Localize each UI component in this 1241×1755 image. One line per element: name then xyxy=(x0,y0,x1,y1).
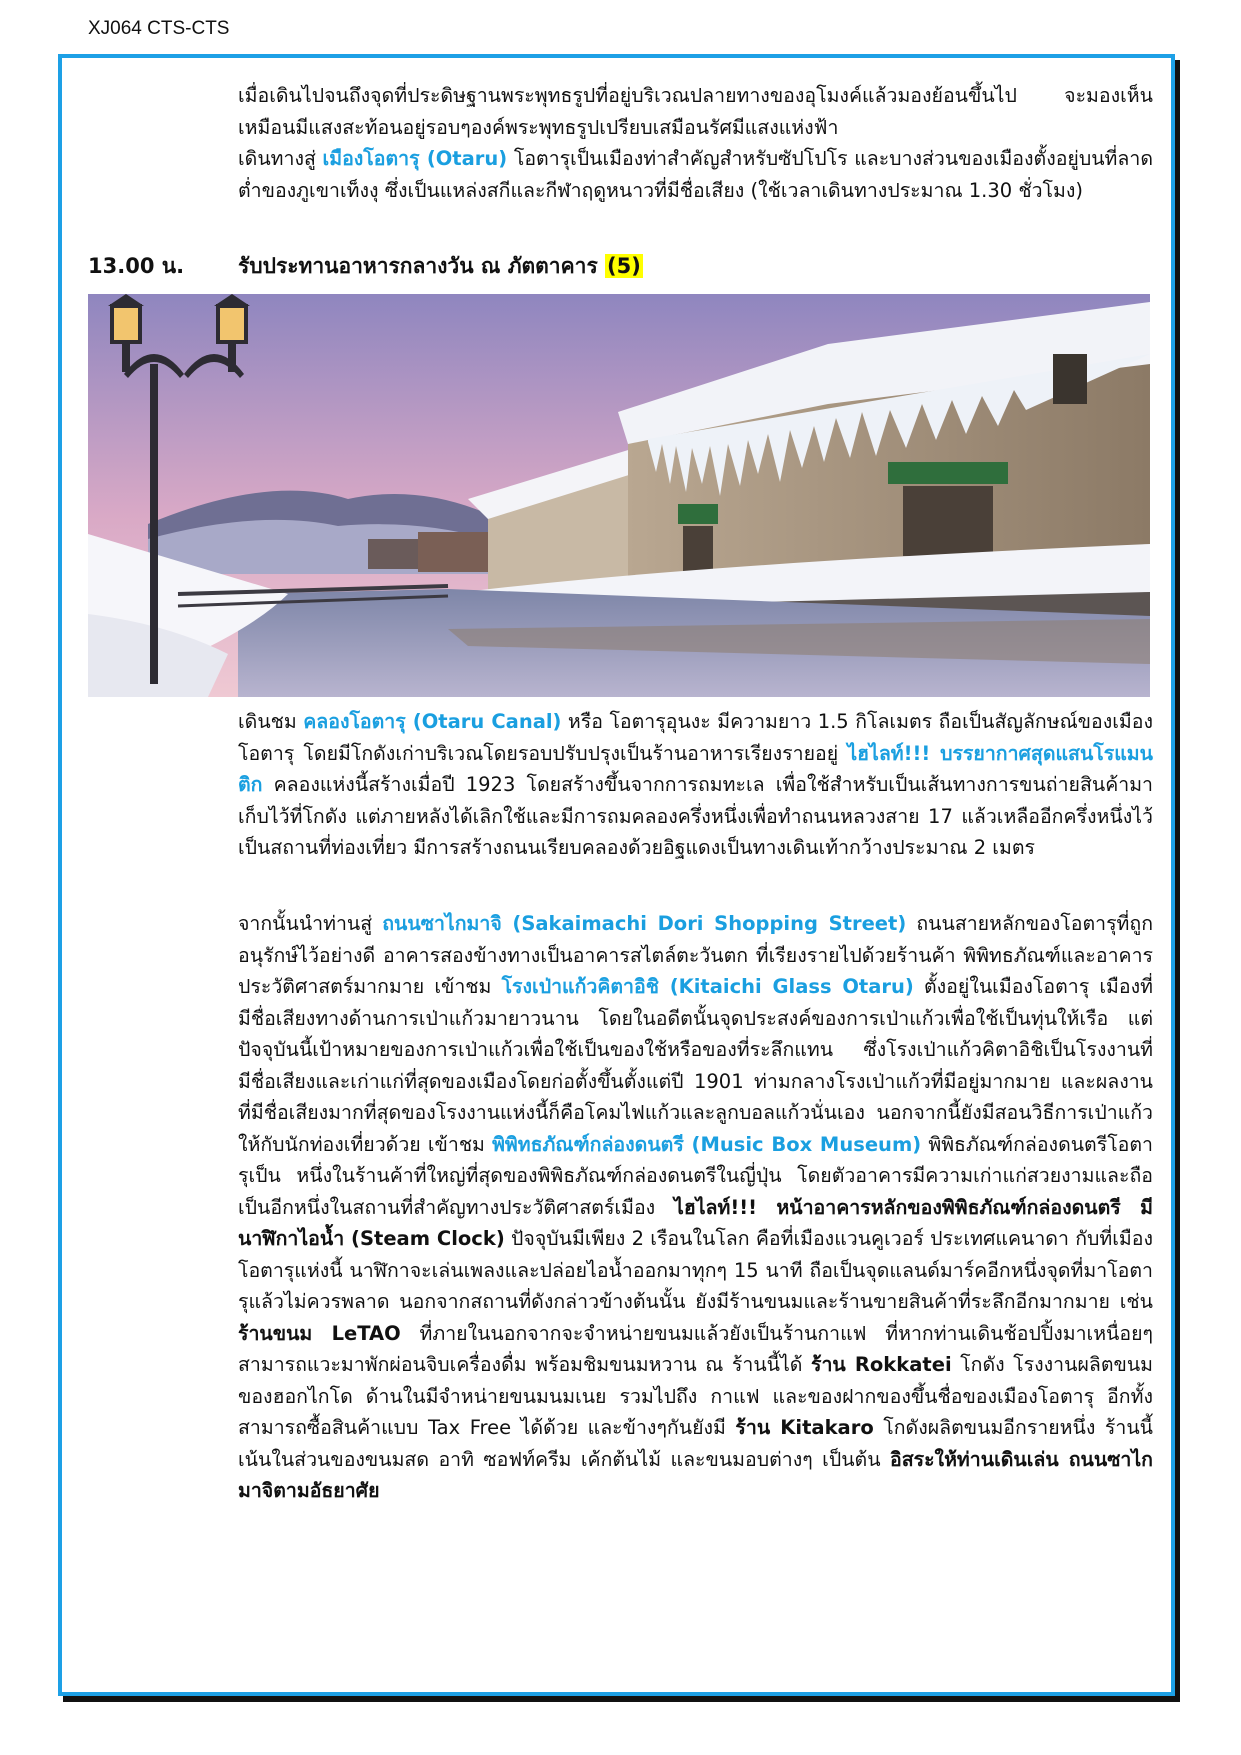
steam-clock-bold: ไฮไลท์!!! หน้าอาคารหลักของพิพิธภัณฑ์กล่องดนตรี มี นาฬิกาไอน้ำ (Steam Clock) xyxy=(238,1195,1153,1250)
intro-line: เมื่อเดินไปจนถึงจุดที่ประดิษฐานพระพุทธรูปที่อยู่บริเวณปลายทางของอุโมงค์แล้วมองย้อนขึ้นไป จะมองเห็นเหมือนมีแสงสะท้อนอยู่รอบๆองค์พระพุทธรูปเปรียบเสมือนรัศมีแสงแห่งฟ้า xyxy=(238,84,1153,139)
otaru-canal-photo xyxy=(88,294,1150,697)
street-paragraph xyxy=(238,908,1153,1507)
canal-highlight: คลองโอตารุ (Otaru Canal) xyxy=(303,710,562,733)
music-box-highlight: พิพิทธภัณฑ์กล่องดนตรี (Music Box Museum) xyxy=(492,1132,922,1156)
otaru-intro xyxy=(238,143,1153,206)
street-t8: โกดังผลิตขนมอีกรายหนึ่ง ร้านนี้เน้นในส่วนของขนมสด อาทิ ซอฟท์ครีม เค้กต้นไม้ และขนมอบต่างๆ เป็นต้น xyxy=(238,1416,1153,1471)
canal-pre: เดินชม xyxy=(238,710,304,733)
canal-highlight-romantic: ไฮไลท์!!! บรรยากาศสุดแสนโรแมนติก xyxy=(238,741,1153,796)
street-t7: โกดัง โรงงานผลิตขนมของฮอกไกโด ด้านในมีจำหน่ายขนมนมเนย รวมไปถึง กาแฟ และของฝากของขึ้นชื่อของเมืองโอตารุ อีกทั้งสามารถซื้อสินค้าแบบ Tax Free ได้ด้วย และข้างๆกันยังมี xyxy=(238,1353,1153,1439)
lunch-label: รับประทานอาหารกลางวัน ณ ภัตตาคาร xyxy=(238,254,606,278)
intro-paragraph xyxy=(238,80,1153,206)
street-t4: พิพิธภัณฑ์กล่องดนตรีโอตารุเป็น หนึ่งในร้านค้าที่ใหญ่ที่สุดของพิพิธภัณฑ์กล่องดนตรีในญี่ปุ่น โดยตัวอาคารมีความเก่าแก่สวยงามและถือเป็นอีกหนึ่งในสถานที่สำคัญทางประวัติศาสตร์เมือง xyxy=(238,1132,1153,1219)
canal-desc: หรือ โอตารุอุนงะ มีความยาว 1.5 กิโลเมตร ถือเป็นสัญลักษณ์ของเมืองโอตารุ โดยมีโกดังเก่าบริเวณโดยรอบปรับปรุงเป็นร้านอาหารเรียงรายอยู่ xyxy=(238,710,1153,765)
free-time-bold: อิสระให้ท่านเดินเล่น ถนนซาไกมาจิตามอัธยาศัย xyxy=(238,1447,1153,1502)
meal-badge: (5) xyxy=(607,254,641,278)
otaru-desc: โอตารุเป็นเมืองท่าสำคัญสำหรับซัปโปโร และบางส่วนของเมืองตั้งอยู่บนที่ลาดต่ำของภูเขาเท็งงุ ซึ่งเป็นแหล่งสกีและกีฬาฤดูหนาวที่มีชื่อเสียง (ใช้เวลาเดินทางประมาณ 1.30 ชั่วโมง) xyxy=(238,147,1153,202)
document-code: XJ064 CTS-CTS xyxy=(88,18,230,39)
otaru-pre: เดินทางสู่ xyxy=(238,147,323,170)
kitaichi-highlight: โรงเป่าแก้วคิตาอิชิ (Kitaichi Glass Otaru) xyxy=(501,975,914,998)
lunch-time: 13.00 น. xyxy=(88,254,185,278)
lunch-text xyxy=(238,250,643,283)
street-t3: ตั้งอยู่ในเมืองโอตารุ เมืองที่มีชื่อเสียงทางด้านการเป่าแก้วมายาวนาน โดยในอดีตนั้นจุดประสงค์ของการเป่าแก้วเพื่อใช้เป็นทุ่นให้เรือ แต่ปัจจุบันนี้เป้าหมายของการเป่าแก้วเพื่อใช้เป็นของใช้หรือของที่ระลึกแทน ซึ่งโรงเป่าแก้วคิตาอิชิเป็นโรงงานที่มีชื่อเสียงและเก่าแก่ที่สุดของเมืองโดยก่อตั้งขึ้นตั้งแต่ปี 1901 ท่ามกลางโรงเป่าแก้วที่มีอยู่มากมาย และผลงานที่มีชื่อเสียงมากที่สุดของโรงงานแห่งนี้ก็คือโคมไฟแก้วและลูกบอลแก้วนั่นเอง นอกจากนี้ยังมีสอนวิธีการเป่าแก้วให้กับนักท่องเที่ยวด้วย เข้าชม xyxy=(238,975,1153,1156)
street-t5: ปัจจุบันมีเพียง 2 เรือนในโลก คือที่เมืองแวนคูเวอร์ ประเทศแคนาดา กับที่เมืองโอตารุแห่งนี้ นาฬิกาจะเล่นเพลงและปล่อยไอน้ำออกมาทุกๆ 15 นาที ถือเป็นจุดแลนด์มาร์คอีกหนึ่งจุดที่มาโอตารุแล้วไม่ควรพลาด นอกจากสถานที่ดังกล่าวข้างต้นนั้น ยังมีร้านขนมและร้านขายสินค้าที่ระลึกอีกมากมาย เช่น xyxy=(238,1227,1153,1313)
street-t2: ถนนสายหลักของโอตารุที่ถูกอนุรักษ์ไว้อย่างดี อาคารสองข้างทางเป็นอาคารสไตล์ตะวันตก ที่เรียงรายไปด้วยร้านค้า พิพิทธภัณฑ์และอาคารประวัติศาสตร์มากมาย เข้าชม xyxy=(238,912,1154,998)
rokkatei-bold: ร้าน Rokkatei xyxy=(811,1353,952,1376)
otaru-highlight: เมืองโอตารุ (Otaru) xyxy=(322,147,508,170)
letao-bold: ร้านขนม LeTAO xyxy=(238,1321,401,1345)
street-t6: ที่ภายในนอกจากจะจำหน่ายขนมแล้วยังเป็นร้านกาแฟ ที่หากท่านเดินช้อปปิ้งมาเหนื่อยๆ สามารถแวะมาพักผ่อนจิบเครื่องดื่ม พร้อมชิมขนมหวาน ณ ร้านนี้ได้ xyxy=(238,1321,1153,1376)
sakaimachi-highlight: ถนนซาไกมาจิ (Sakaimachi Dori Shopping Street) xyxy=(382,912,907,935)
kitakaro-bold: ร้าน Kitakaro xyxy=(735,1416,874,1439)
canal-paragraph xyxy=(238,706,1153,864)
canal-history: คลองแห่งนี้สร้างเมื่อปี 1923 โดยสร้างขึ้นจากการถมทะเล เพื่อใช้สำหรับเป็นเส้นทางการขนถ่ายสินค้ามาเก็บไว้ที่โกดัง แต่ภายหลังได้เลิกใช้และมีการถมคลองครึ่งหนึ่งเพื่อทำถนนหลวงสาย 17 แล้วเหลืออีกครึ่งหนึ่งไว้เป็นสถานที่ท่องเที่ยว มีการสร้างถนนเรียบคลองด้วยอิฐแดงเป็นทางเดินเท้ากว้างประมาณ 2 เมตร xyxy=(238,773,1153,859)
street-t1: จากนั้นนำท่านสู่ xyxy=(238,912,383,935)
